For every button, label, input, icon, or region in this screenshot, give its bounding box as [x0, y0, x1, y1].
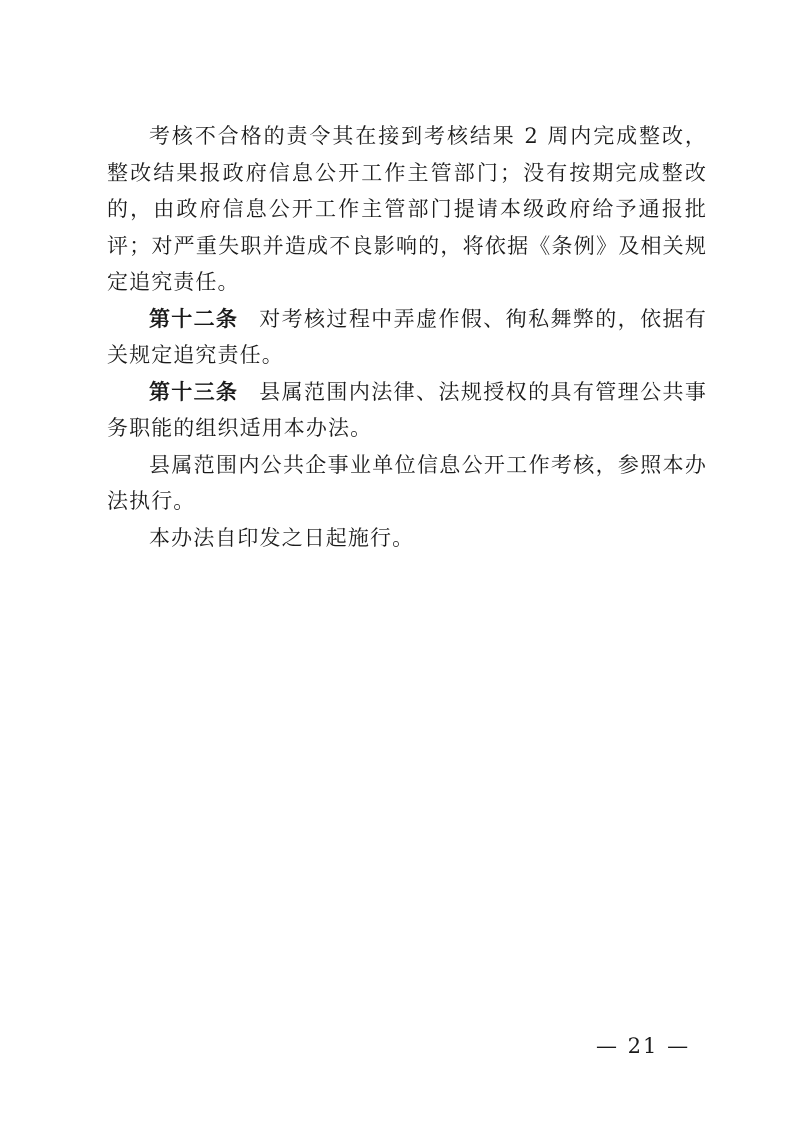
paragraph-text: 县属范围内法律、法规授权的具有管理公共事务职能的组织适用本办法。	[107, 379, 707, 440]
article-number: 第十三条	[149, 379, 239, 404]
page-number: — 21 —	[596, 1034, 691, 1058]
article-12	[107, 301, 707, 374]
article-13	[107, 374, 707, 447]
paragraph-text: 对考核过程中弄虚作假、徇私舞弊的，依据有关规定追究责任。	[107, 306, 707, 367]
paragraph-text: 县属范围内公共企事业单位信息公开工作考核，参照本办法执行。	[107, 452, 707, 513]
paragraph-text: 考核不合格的责令其在接到考核结果 2 周内完成整改，整改结果报政府信息公开工作主管部门；没有按期完成整改的，由政府信息公开工作主管部门提请本级政府给予通报批评；对严重失职并造成不良影响的，将依据《条例》及相关规定追究责任。	[107, 124, 707, 294]
paragraph-effective-date	[107, 520, 707, 557]
paragraph-text: 本办法自印发之日起施行。	[149, 525, 415, 550]
article-number: 第十二条	[149, 306, 239, 331]
paragraph-public-enterprises	[107, 447, 707, 520]
document-body	[107, 118, 707, 556]
paragraph-rectification	[107, 118, 707, 301]
